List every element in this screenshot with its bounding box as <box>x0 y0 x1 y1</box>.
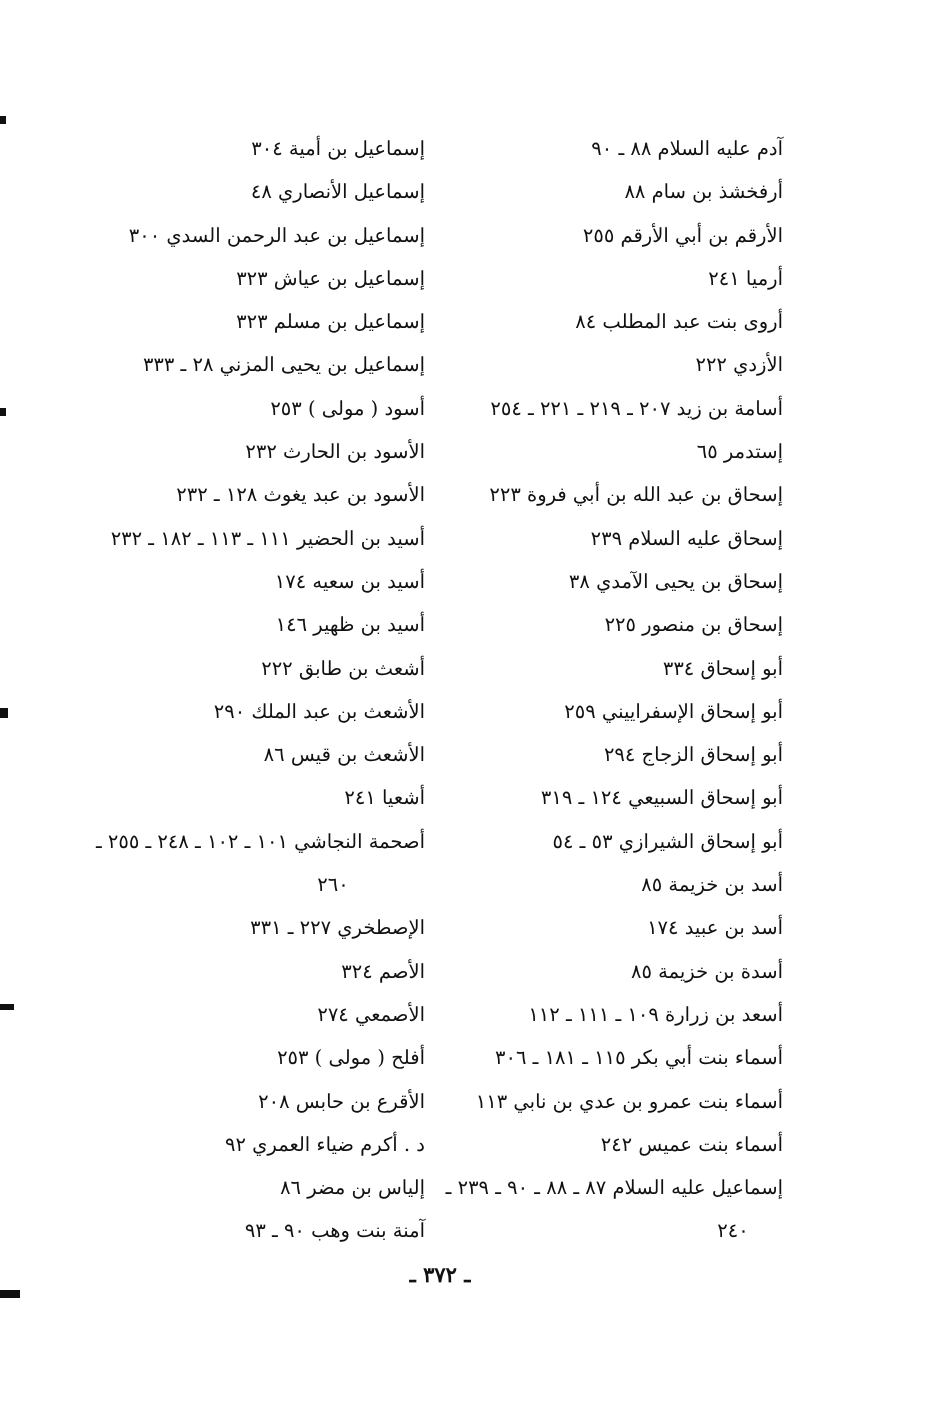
index-entry: إسماعيل بن عبد الرحمن السدي ٣٠٠ <box>128 223 425 247</box>
scan-edge-mark <box>0 116 6 124</box>
scan-edge-mark <box>0 708 8 718</box>
index-entry: أسيد بن سعيه ١٧٤ <box>274 569 425 593</box>
index-entry: أسود ( مولى ) ٢٥٣ <box>270 396 425 420</box>
index-entry: أسماء بنت عمرو بن عدي بن نابي ١١٣ <box>475 1089 783 1113</box>
index-entry: أبو إسحاق الشيرازي ٥٣ ـ ٥٤ <box>552 829 783 853</box>
index-entry: إسماعيل بن عياش ٣٢٣ <box>236 266 425 290</box>
index-entry: أسدة بن خزيمة ٨٥ <box>631 959 783 983</box>
index-entry: الأزدي ٢٢٢ <box>695 353 783 377</box>
index-entry: إستدمر ٦٥ <box>696 440 783 464</box>
index-entry: ٢٦٠ <box>317 873 349 897</box>
index-entry: أسد بن عبيد ١٧٤ <box>647 916 783 940</box>
index-entry: إسماعيل بن مسلم ٣٢٣ <box>236 310 425 334</box>
index-entry: أشعث بن طابق ٢٢٢ <box>261 656 425 680</box>
index-entry: إسحاق بن يحيى الآمدي ٣٨ <box>568 569 783 593</box>
index-entry: أسيد بن الحضير ١١١ ـ ١١٣ ـ ١٨٢ ـ ٢٣٢ <box>110 526 425 550</box>
index-entry: إسماعيل عليه السلام ٨٧ ـ ٨٨ ـ ٩٠ ـ ٢٣٩ ـ <box>445 1176 783 1200</box>
page-number: ـ ٣٧٢ ـ <box>409 1262 471 1287</box>
index-entry: أسامة بن زيد ٢٠٧ ـ ٢١٩ ـ ٢٢١ ـ ٢٥٤ <box>490 396 783 420</box>
index-entry: أسد بن خزيمة ٨٥ <box>641 873 783 897</box>
index-entry: إسماعيل الأنصاري ٤٨ <box>250 180 425 204</box>
index-entry: ٢٤٠ <box>717 1219 749 1243</box>
index-entry: الأسود بن عبد يغوث ١٢٨ ـ ٢٣٢ <box>176 483 425 507</box>
index-entry: أبو إسحاق ٣٣٤ <box>662 656 783 680</box>
index-entry: أسعد بن زرارة ١٠٩ ـ ١١١ ـ ١١٢ <box>528 1002 783 1026</box>
index-entry: أرميا ٢٤١ <box>708 266 783 290</box>
index-entry: إسماعيل بن يحيى المزني ٢٨ ـ ٣٣٣ <box>142 353 425 377</box>
index-column-right <box>445 127 783 1253</box>
index-entry: أسيد بن ظهير ١٤٦ <box>275 613 425 637</box>
index-entry: الأشعث بن عبد الملك ٢٩٠ <box>213 699 425 723</box>
index-entry: الأشعث بن قيس ٨٦ <box>263 743 425 767</box>
index-entry: أبو إسحاق السبيعي ١٢٤ ـ ٣١٩ <box>540 786 783 810</box>
index-entry: أبو إسحاق الزجاج ٢٩٤ <box>603 743 783 767</box>
index-column-left <box>45 127 425 1253</box>
index-entry: أبو إسحاق الإسفراييني ٢٥٩ <box>564 699 783 723</box>
index-entry: الأسود بن الحارث ٢٣٢ <box>245 440 425 464</box>
index-entry: الأصمعي ٢٧٤ <box>317 1002 425 1026</box>
index-entry: أرفخشذ بن سام ٨٨ <box>624 180 783 204</box>
index-entry: إسحاق عليه السلام ٢٣٩ <box>590 526 783 550</box>
index-entry: د . أكرم ضياء العمري ٩٢ <box>225 1132 425 1156</box>
index-entry: أشعيا ٢٤١ <box>344 786 425 810</box>
index-entry: أصحمة النجاشي ١٠١ ـ ١٠٢ ـ ٢٤٨ ـ ٢٥٥ ـ <box>95 829 425 853</box>
index-entry: إسماعيل بن أمية ٣٠٤ <box>251 137 425 160</box>
index-entry: إسحاق بن منصور ٢٢٥ <box>604 613 783 637</box>
index-entry: آمنة بنت وهب ٩٠ ـ ٩٣ <box>244 1219 425 1243</box>
index-entry: إلياس بن مضر ٨٦ <box>280 1176 425 1200</box>
index-entry: الأقرع بن حابس ٢٠٨ <box>258 1089 425 1113</box>
scan-edge-mark <box>0 1004 14 1010</box>
index-entry: أفلح ( مولى ) ٢٥٣ <box>277 1046 425 1070</box>
scan-edge-mark <box>0 1290 20 1298</box>
scan-edge-mark <box>0 408 6 416</box>
index-entry: أسماء بنت أبي بكر ١١٥ ـ ١٨١ ـ ٣٠٦ <box>495 1046 783 1070</box>
index-entry: الأصم ٣٢٤ <box>341 959 425 983</box>
index-entry: الأرقم بن أبي الأرقم ٢٥٥ <box>582 223 783 247</box>
index-entry: آدم عليه السلام ٨٨ ـ ٩٠ <box>591 137 783 160</box>
index-entry: الإصطخري ٢٢٧ ـ ٣٣١ <box>250 916 425 940</box>
index-entry: إسحاق بن عبد الله بن أبي فروة ٢٢٣ <box>489 483 783 507</box>
index-entry: أسماء بنت عميس ٢٤٢ <box>600 1132 783 1156</box>
index-entry: أروى بنت عبد المطلب ٨٤ <box>575 310 783 334</box>
